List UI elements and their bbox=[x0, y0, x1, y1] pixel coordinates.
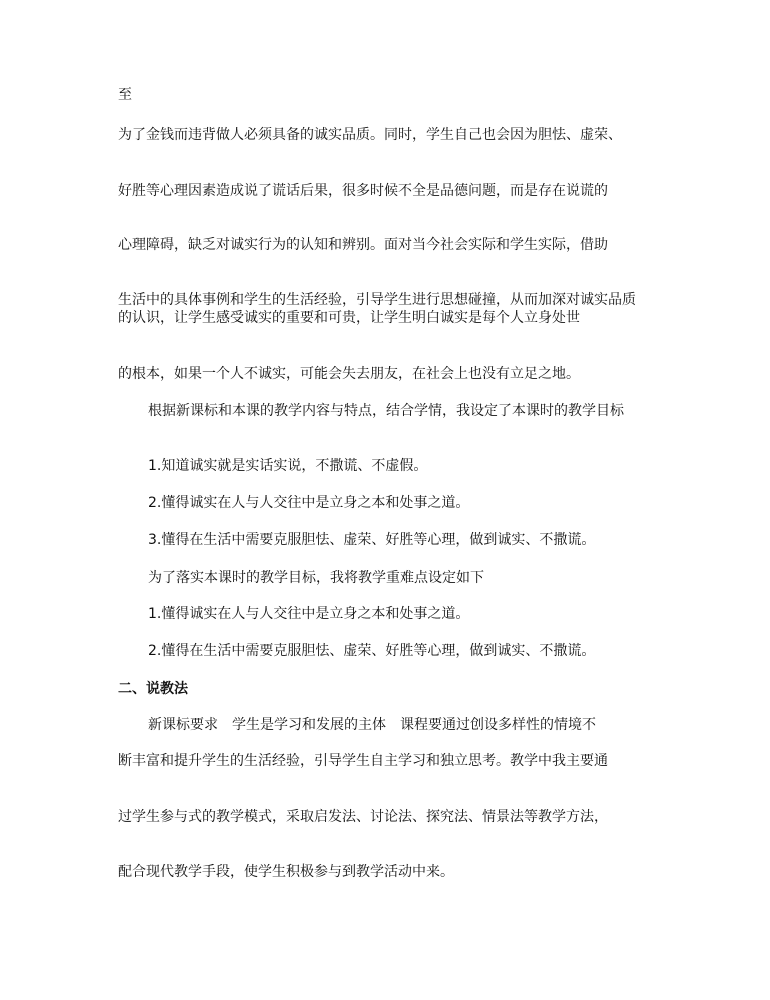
paragraph-line: 的根本，如果一个人不诚实，可能会失去朋友，在社会上也没有立足之地。 bbox=[118, 366, 580, 382]
list-item: 3.懂得在生活中需要克服胆怯、虚荣、好胜等心理，做到诚实、不撒谎。 bbox=[148, 532, 596, 548]
paragraph-line: 好胜等心理因素造成说了谎话后果，很多时候不全是品德问题，而是存在说谎的 bbox=[118, 183, 608, 199]
list-item: 1.知道诚实就是实话实说，不撒谎、不虚假。 bbox=[148, 458, 428, 474]
paragraph-line: 为了金钱而违背做人必须具备的诚实品质。同时，学生自己也会因为胆怯、虚荣、 bbox=[118, 127, 622, 143]
paragraph-line: 新课标要求 学生是学习和发展的主体 课程要通过创设多样性的情境不 bbox=[148, 717, 596, 733]
paragraph-line: 为了落实本课时的教学目标，我将教学重难点设定如下 bbox=[148, 570, 484, 586]
paragraph-line: 断丰富和提升学生的生活经验，引导学生自主学习和独立思考。教学中我主要通 bbox=[118, 753, 608, 769]
list-item: 2.懂得在生活中需要克服胆怯、虚荣、好胜等心理，做到诚实、不撒谎。 bbox=[148, 643, 596, 659]
paragraph-line: 过学生参与式的教学模式，采取启发法、讨论法、探究法、情景法等教学方法， bbox=[118, 809, 608, 825]
paragraph-line: 心理障碍，缺乏对诚实行为的认知和辨别。面对当今社会实际和学生实际，借助 bbox=[118, 237, 608, 253]
paragraph-line: 生活中的具体事例和学生的生活经验，引导学生进行思想碰撞，从而加深对诚实品质的认识，让学生感受诚实的重要和可贵，让学生明白诚实是每个人立身处世 bbox=[118, 292, 636, 326]
paragraph-line: 配合现代教学手段，使学生积极参与到教学活动中来。 bbox=[118, 864, 454, 880]
paragraph-line: 至 bbox=[118, 87, 132, 103]
list-item: 2.懂得诚实在人与人交往中是立身之本和处事之道。 bbox=[148, 495, 470, 511]
list-item: 1.懂得诚实在人与人交往中是立身之本和处事之道。 bbox=[148, 606, 470, 622]
paragraph-line: 根据新课标和本课的教学内容与特点，结合学情，我设定了本课时的教学目标 bbox=[148, 403, 624, 419]
section-heading: 二、说教法 bbox=[118, 681, 188, 697]
